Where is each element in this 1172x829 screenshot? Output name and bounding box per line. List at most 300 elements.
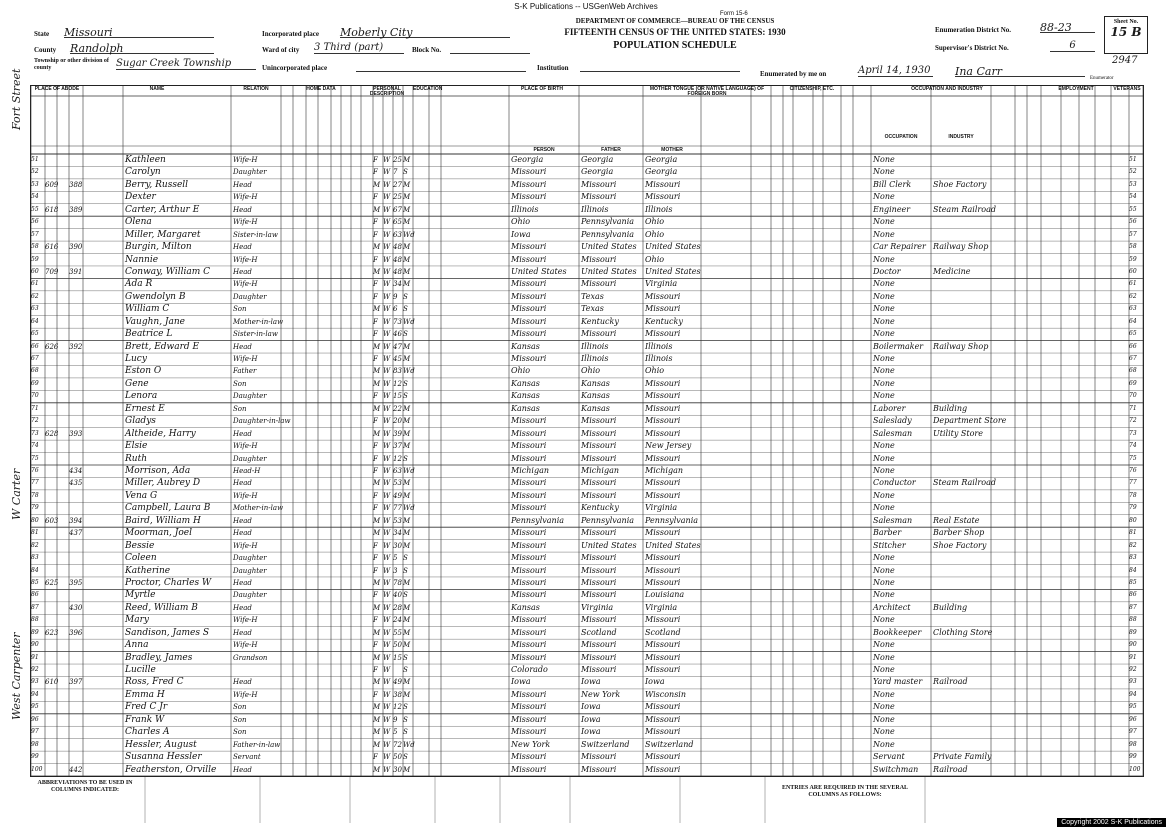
birthplace-person: Missouri — [511, 416, 547, 426]
birthplace-person: Missouri — [511, 652, 547, 662]
institution-value — [580, 60, 740, 72]
person-name: Beatrice L — [125, 329, 173, 340]
county-value: Randolph — [70, 42, 214, 54]
sex: M — [373, 305, 381, 314]
supervisor-label: Supervisor's District No. — [935, 44, 1009, 52]
relation: Wife-H — [233, 541, 258, 550]
section-header: PLACE OF ABODE — [34, 86, 80, 92]
dwelling-number: 709 — [45, 267, 59, 276]
occupation: None — [873, 615, 895, 625]
industry: Building — [933, 403, 968, 413]
person-name: Miller, Margaret — [125, 229, 201, 240]
marital-status: S — [403, 454, 408, 463]
row-number-right: 86 — [1129, 591, 1137, 599]
row-number-right: 60 — [1129, 267, 1137, 275]
occupation: Laborer — [873, 403, 906, 413]
relation: Son — [233, 715, 247, 724]
relation: Head — [233, 267, 252, 276]
birthplace-mother: Missouri — [645, 490, 681, 500]
row-number-right: 69 — [1129, 379, 1137, 387]
marital-status: M — [403, 442, 411, 451]
birthplace-mother: Missouri — [645, 752, 681, 762]
birthplace-person: Missouri — [511, 329, 547, 339]
birthplace-person: Missouri — [511, 242, 547, 252]
occupation: Conductor — [873, 478, 916, 488]
person-name: Gladys — [125, 416, 156, 427]
dwelling-number: 618 — [45, 205, 59, 214]
person-name: Emma H — [125, 689, 165, 700]
occupation: None — [873, 354, 895, 364]
row-number-right: 77 — [1129, 479, 1137, 487]
enumerator-name: Ina Carr — [955, 65, 1085, 77]
age — [393, 664, 403, 676]
race: W — [383, 516, 391, 525]
occupation: None — [873, 279, 895, 289]
dwelling-number — [45, 552, 69, 564]
birthplace-person: Missouri — [511, 590, 547, 600]
occupation: None — [873, 490, 895, 500]
row-number-right: 67 — [1129, 355, 1137, 363]
family-number — [69, 490, 83, 502]
occupation: None — [873, 391, 895, 401]
industry — [933, 565, 991, 577]
age: 65 — [393, 218, 402, 227]
sex: F — [373, 491, 378, 500]
birthplace-father: Missouri — [581, 490, 617, 500]
dwelling-number — [45, 453, 69, 465]
sex: M — [373, 715, 381, 724]
section-header: PERSONAL DESCRIPTION — [369, 86, 405, 97]
occupation: None — [873, 316, 895, 326]
birthplace-person: New York — [511, 739, 551, 749]
occupation: Bookkeeper — [873, 627, 922, 637]
sex: F — [373, 753, 378, 762]
industry — [933, 166, 991, 178]
sex: F — [373, 156, 378, 164]
person-name: Lenora — [125, 391, 158, 402]
family-number — [69, 440, 83, 452]
birthplace-mother: Michigan — [645, 466, 683, 475]
row-number-right: 74 — [1129, 442, 1137, 450]
birthplace-father: Missouri — [581, 615, 617, 625]
row-number-right: 55 — [1129, 205, 1137, 213]
row-number: 60 — [31, 267, 39, 275]
occupation: None — [873, 553, 895, 563]
birthplace-mother: Missouri — [645, 453, 681, 463]
dwelling-number — [45, 390, 69, 402]
row-number-right: 82 — [1129, 541, 1137, 549]
birthplace-father: Illinois — [581, 354, 609, 364]
birth-subheader: MOTHER — [661, 147, 683, 153]
age: 15 — [393, 653, 402, 662]
dwelling-number — [45, 291, 69, 303]
race: W — [383, 442, 391, 451]
row-number: 67 — [31, 355, 39, 363]
person-name: Altheide, Harry — [125, 428, 196, 439]
birthplace-mother: Missouri — [645, 577, 681, 587]
relation: Son — [233, 305, 247, 314]
row-number-right: 54 — [1129, 193, 1137, 201]
census-grid — [30, 85, 1144, 777]
schedule-title: POPULATION SCHEDULE — [613, 40, 737, 51]
row-number-right: 87 — [1129, 603, 1137, 611]
relation: Head — [233, 578, 252, 587]
age: 49 — [393, 678, 402, 687]
sex: M — [373, 529, 381, 538]
industry — [933, 390, 991, 402]
birthplace-mother: Missouri — [645, 391, 681, 401]
occupation: None — [873, 192, 895, 202]
relation: Servant — [233, 753, 261, 762]
race: W — [383, 628, 391, 637]
age: 48 — [393, 255, 402, 264]
footer-lines — [30, 777, 1142, 825]
birthplace-father: Kentucky — [581, 503, 619, 513]
occupation: Switchman — [873, 764, 919, 774]
industry: Railroad — [933, 677, 968, 687]
sex: M — [373, 765, 381, 774]
occupation: None — [873, 329, 895, 339]
relation: Daughter — [233, 554, 267, 563]
marital-status: Wd — [403, 740, 415, 749]
sheet-box — [1104, 16, 1148, 54]
row-number-right: 62 — [1129, 292, 1137, 300]
birth-subheader: FATHER — [601, 147, 621, 153]
marital-status: M — [403, 243, 411, 252]
row-number-right: 57 — [1129, 230, 1137, 238]
ward-value: 3 Third (part) — [314, 42, 404, 54]
relation: Daughter — [233, 392, 267, 401]
relation: Head — [233, 603, 252, 612]
family-number: 390 — [69, 243, 83, 252]
industry: Steam Railroad — [933, 204, 996, 214]
person-name: Sandison, James S — [125, 627, 210, 638]
age: 5 — [393, 728, 398, 737]
age: 63 — [393, 230, 402, 239]
marital-status: M — [403, 280, 411, 289]
relation: Wife-H — [233, 616, 258, 625]
relation: Daughter — [233, 566, 267, 575]
race: W — [383, 156, 391, 164]
race: W — [383, 554, 391, 563]
occupation: None — [873, 304, 895, 314]
row-number-right: 100 — [1129, 765, 1141, 773]
row-number: 58 — [31, 243, 39, 251]
row-number-right: 98 — [1129, 740, 1137, 748]
stamp-number: 2947 — [1112, 55, 1138, 66]
age: 40 — [393, 591, 402, 600]
industry — [933, 216, 991, 228]
row-number: 59 — [31, 255, 39, 263]
race: W — [383, 355, 391, 364]
industry: Shoe Factory — [933, 540, 987, 550]
family-number — [69, 589, 83, 601]
birthplace-mother: Missouri — [645, 428, 681, 438]
industry — [933, 639, 991, 651]
birthplace-father: Pennsylvania — [581, 229, 635, 239]
sex: M — [373, 603, 381, 612]
family-number: 395 — [69, 578, 83, 587]
marital-status: M — [403, 355, 411, 364]
dwelling-number — [45, 726, 69, 738]
sex: F — [373, 168, 378, 177]
sex: F — [373, 591, 378, 600]
person-name: Frank W — [125, 714, 165, 725]
age: 20 — [393, 417, 402, 426]
age: 48 — [393, 243, 402, 252]
relation: Wife-H — [233, 193, 258, 202]
race: W — [383, 317, 391, 326]
birthplace-person: Kansas — [511, 602, 540, 612]
birthplace-mother: United States — [645, 266, 701, 276]
age: 6 — [393, 305, 398, 314]
dwelling-number — [45, 166, 69, 178]
sex: F — [373, 280, 378, 289]
person-name: Charles A — [125, 727, 170, 738]
marital-status: S — [403, 703, 408, 712]
dwelling-number — [45, 490, 69, 502]
person-name: Susanna Hessler — [125, 752, 202, 763]
family-number — [69, 739, 83, 751]
birthplace-father: Iowa — [581, 677, 601, 687]
sex: F — [373, 641, 378, 650]
dwelling-number — [45, 652, 69, 664]
relation: Father-in-law — [233, 740, 281, 749]
relation: Head — [233, 479, 252, 488]
marital-status: M — [403, 690, 411, 699]
person-name: Vena G — [125, 490, 158, 501]
race: W — [383, 404, 391, 413]
birthplace-father: Pennsylvania — [581, 217, 635, 227]
birthplace-father: Iowa — [581, 702, 601, 712]
dwelling-number — [45, 254, 69, 266]
age: 47 — [393, 342, 402, 351]
row-number: 69 — [31, 379, 39, 387]
row-number: 97 — [31, 728, 39, 736]
age: 50 — [393, 753, 402, 762]
race: W — [383, 641, 391, 650]
relation: Head — [233, 529, 252, 538]
industry — [933, 726, 991, 738]
race: W — [383, 417, 391, 426]
birthplace-mother: Missouri — [645, 702, 681, 712]
marital-status: M — [403, 529, 411, 538]
row-number-right: 63 — [1129, 305, 1137, 313]
row-number: 68 — [31, 367, 39, 375]
age: 15 — [393, 392, 402, 401]
incorporated-label: Incorporated place — [262, 30, 319, 38]
incorporated-value: Moberly City — [340, 26, 510, 38]
row-number: 53 — [31, 180, 39, 188]
marital-status: S — [403, 715, 408, 724]
birthplace-father: Missouri — [581, 764, 617, 774]
person-name: Morrison, Ada — [125, 466, 191, 476]
row-number-right: 76 — [1129, 467, 1137, 474]
row-number: 89 — [31, 628, 39, 636]
person-name: Reed, William B — [125, 602, 198, 613]
sex: F — [373, 554, 378, 563]
birthplace-father: Ohio — [581, 366, 601, 376]
dwelling-number: 610 — [45, 678, 59, 687]
birthplace-mother: Kentucky — [645, 316, 683, 326]
birthplace-mother: New Jersey — [645, 441, 692, 451]
marital-status: Wd — [403, 317, 415, 326]
row-number-right: 68 — [1129, 367, 1137, 375]
person-name: Proctor, Charles W — [125, 577, 212, 588]
race: W — [383, 728, 391, 737]
occupation: None — [873, 167, 895, 177]
state-value: Missouri — [64, 26, 214, 38]
birthplace-father: Missouri — [581, 428, 617, 438]
entries-title: ENTRIES ARE REQUIRED IN THE SEVERAL COLUMNS AS FOLLOWS: — [781, 785, 909, 798]
unincorporated-value — [356, 60, 526, 72]
sex: M — [373, 578, 381, 587]
family-number — [69, 614, 83, 626]
marital-status: M — [403, 429, 411, 438]
enumerated-label: Enumerated by me on — [760, 70, 827, 78]
row-number: 78 — [31, 491, 39, 499]
occupation: Stitcher — [873, 540, 906, 550]
section-header: EDUCATION — [413, 86, 443, 92]
birthplace-father: Missouri — [581, 179, 617, 189]
dwelling-number — [45, 303, 69, 315]
sex: F — [373, 690, 378, 699]
family-number — [69, 378, 83, 390]
birthplace-mother: Missouri — [645, 291, 681, 301]
birthplace-father: Kentucky — [581, 316, 619, 326]
person-name: Lucille — [125, 665, 156, 676]
township-value: Sugar Creek Township — [116, 58, 256, 70]
occupation: None — [873, 466, 895, 475]
age: 83 — [393, 367, 402, 376]
industry — [933, 303, 991, 315]
birthplace-mother: Missouri — [645, 329, 681, 339]
age: 39 — [393, 429, 402, 438]
relation: Wife-H — [233, 218, 258, 227]
occupation: None — [873, 689, 895, 699]
sex: M — [373, 728, 381, 737]
row-number-right: 56 — [1129, 218, 1137, 226]
birthplace-father: Missouri — [581, 192, 617, 202]
race: W — [383, 255, 391, 264]
birthplace-father: Missouri — [581, 254, 617, 264]
person-name: Vaughn, Jane — [125, 316, 186, 327]
birthplace-mother: Missouri — [645, 615, 681, 625]
marital-status: S — [403, 292, 408, 301]
row-number-right: 95 — [1129, 703, 1137, 711]
occupation: Salesman — [873, 428, 913, 438]
row-number-right: 53 — [1129, 180, 1137, 188]
relation: Wife-H — [233, 641, 258, 650]
row-number: 65 — [31, 330, 39, 338]
dwelling-number — [45, 191, 69, 203]
industry: Real Estate — [933, 515, 980, 525]
birthplace-father: Missouri — [581, 279, 617, 289]
birthplace-father: Missouri — [581, 416, 617, 426]
relation: Wife-H — [233, 280, 258, 289]
family-number — [69, 652, 83, 664]
relation: Head — [233, 243, 252, 252]
industry: Railway Shop — [933, 341, 989, 351]
dwelling-number — [45, 316, 69, 328]
family-number — [69, 328, 83, 340]
block-label: Block No. — [412, 46, 442, 54]
row-number: 54 — [31, 193, 39, 201]
age: 72 — [393, 740, 402, 749]
industry — [933, 502, 991, 514]
birthplace-father: Georgia — [581, 167, 614, 177]
relation: Sister-in-law — [233, 230, 278, 239]
birth-subheader: PERSON — [533, 147, 555, 153]
section-header: CITIZENSHIP, ETC. — [789, 86, 835, 92]
industry — [933, 739, 991, 751]
dwelling-number — [45, 502, 69, 514]
relation: Son — [233, 703, 247, 712]
occupation: None — [873, 739, 895, 749]
family-number — [69, 701, 83, 713]
dwelling-number — [45, 751, 69, 763]
row-number: 51 — [31, 156, 39, 163]
birthplace-person: Missouri — [511, 192, 547, 202]
row-number-right: 78 — [1129, 491, 1137, 499]
family-number: 435 — [69, 479, 83, 488]
birthplace-father: Georgia — [581, 155, 614, 164]
industry — [933, 291, 991, 303]
family-number — [69, 229, 83, 241]
dwelling-number — [45, 353, 69, 365]
person-name: Katherine — [125, 565, 171, 576]
dwelling-number — [45, 764, 69, 776]
row-number-right: 84 — [1129, 566, 1137, 574]
age: 50 — [393, 641, 402, 650]
row-number: 86 — [31, 591, 39, 599]
person-name: Eston O — [125, 366, 162, 377]
age: 5 — [393, 554, 398, 563]
birthplace-person: Missouri — [511, 428, 547, 438]
person-name: Berry, Russell — [125, 179, 189, 190]
relation: Son — [233, 379, 247, 388]
row-number-right: 85 — [1129, 578, 1137, 586]
race: W — [383, 591, 391, 600]
birthplace-person: Missouri — [511, 528, 547, 538]
birthplace-father: Missouri — [581, 640, 617, 650]
birthplace-mother: United States — [645, 540, 701, 550]
dwelling-number — [45, 328, 69, 340]
birthplace-person: Kansas — [511, 403, 540, 413]
row-number-right: 92 — [1129, 666, 1137, 674]
sex: F — [373, 317, 378, 326]
relation: Grandson — [233, 653, 268, 662]
birthplace-father: Michigan — [581, 466, 619, 475]
sex: F — [373, 454, 378, 463]
birthplace-mother: Ohio — [645, 254, 665, 264]
birthplace-father: Missouri — [581, 329, 617, 339]
race: W — [383, 330, 391, 339]
row-number: 63 — [31, 305, 39, 313]
sex: M — [373, 243, 381, 252]
family-number — [69, 689, 83, 701]
industry — [933, 254, 991, 266]
occupation: None — [873, 217, 895, 227]
birthplace-person: Missouri — [511, 304, 547, 314]
birthplace-person: Ohio — [511, 366, 531, 376]
row-number-right: 96 — [1129, 715, 1137, 723]
occupation: Car Repairer — [873, 242, 926, 252]
sex: M — [373, 516, 381, 525]
person-name: Gwendolyn B — [125, 291, 186, 302]
dwelling-number — [45, 639, 69, 651]
person-name: Fred C Jr — [125, 702, 168, 713]
